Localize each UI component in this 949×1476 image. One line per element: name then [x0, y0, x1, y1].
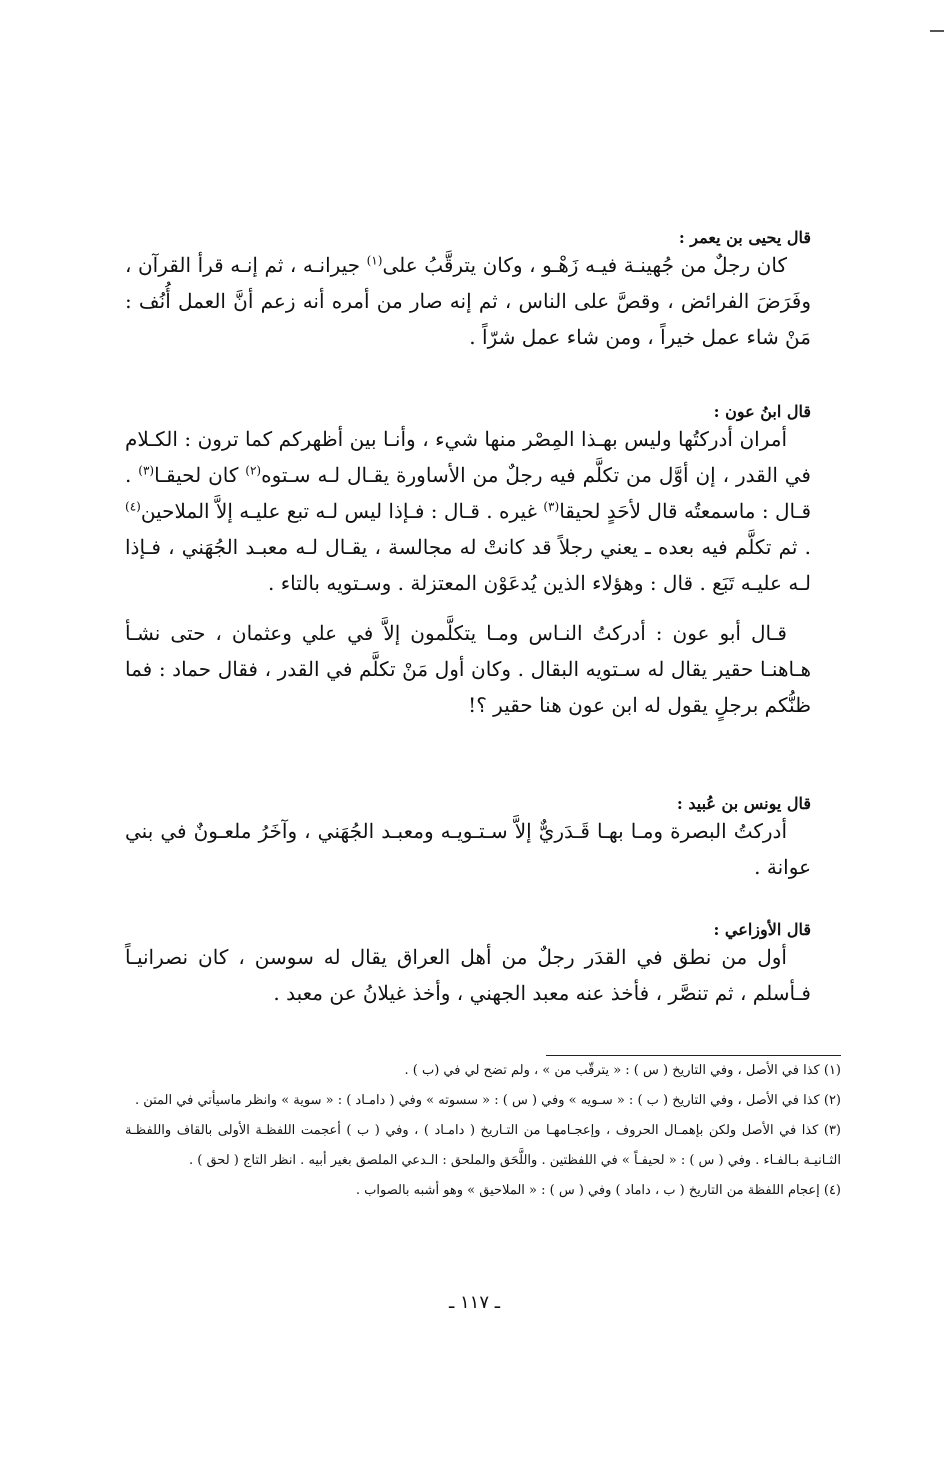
section-yunus [125, 794, 811, 885]
section-yahya [125, 228, 811, 355]
footnote: (١) كذا في الأصل ، وفي التاريخ ( س ) : « يترقّب من » ، ولم تضح لي في (ب ) . [404, 1063, 841, 1078]
footnote-ref: (٣) [138, 463, 155, 478]
footnote-ref: (٢) [245, 463, 262, 478]
footnotes [125, 1055, 841, 1206]
footnote-ref: (٣) [543, 499, 560, 514]
paragraph: قـال أبو عون : أدركتُ النـاس ومـا يتكلَّمون إلاَّ في علي وعثمان ، حتى نشـأ هـاهنـا حقير يقال له سـتويه البقال . وكان أول مَنْ تكلَّم في القدر ، فقال حماد : فما ظنُّكم برجلٍ يقول له ابن عون هنا حقير ؟! [125, 621, 811, 717]
section-heading: قال يحيى بن يعمر : [678, 228, 811, 247]
paragraph: أول من نطق في القدَر رجلٌ من أهل العراق يقال له سوسن ، كان نصرانيـاً فـأسلم ، ثم تنصَّر ، فأخذ عنه معبد الجهني ، وأخذ غيلانُ عن معبد . [125, 945, 811, 1005]
paragraph: كان رجلٌ من جُهينـة فيـه زَهْـو ، وكان يترقَّبُ على$^{(١)}$ جيرانـه ، ثم إنـه قرأ القرآن ، وفَرَضَ الفرائض ، وقصَّ على الناس ، ثم إنه صار من أمره أنه زعم أنَّ العمل أُنُف : مَنْ شاء عمل خيراً ، ومن شاء عمل شرّاً . [125, 253, 811, 349]
footnote-ref: (١) [366, 253, 383, 268]
footnote-ref: (٤) [125, 499, 141, 514]
section-heading: قال يونس بن عُبيد : [676, 794, 811, 813]
paragraph: أمران أدركتُها وليس بهـذا المِصْر منها شيء ، وأنـا بين أظهركم كما ترون : الكـلام في القدر ، إن أوَّل من تكلَّم فيه رجلٌ من الأساورة يقـال لـه سـتوه$^{(٢)}$ كان لحيقـا$^{(٣)}$ . قـال : ماسمعتُه قال لأحَدٍ لحيقا$^{(٣)}$ غيره . قـال : فـإذا ليس لـه تبع عليـه إلاَّ الملاحين$^{(٤)}$ . ثم تكلَّم فيه بعده ـ يعني رجلاً قد كانتْ له مجالسة ، يقـال لـه معبـد الجُهَني ، فـإذا لـه عليـه تَبَع . قال : وهؤلاء الذين يُدعَوْن المعتزلة . وسـتويه بالتاء . [125, 427, 811, 595]
section-ibn-aun [125, 402, 811, 723]
section-heading: قال ابنُ عون : [713, 402, 811, 421]
footnote: (٤) إعجام اللفظة من التاريخ ( ب ، داماد ) وفي ( س ) : « الملاحيق » وهو أشبه بالصواب . [355, 1183, 841, 1198]
footnote: (٢) كذا في الأصل ، وفي التاريخ ( ب ) : « سـويه » وفي ( س ) : « سسوته » وفي ( دامـاد ) : « سوية » وانظر ماسيأتي في المتن . [134, 1093, 841, 1108]
paragraph: أدركتُ البصرة ومـا بهـا قَـدَريٌّ إلاَّ سـتـويـه ومعبـد الجُهَني ، وآخَرُ ملعـونٌ في بني عوانة . [125, 819, 811, 879]
section-awzai [125, 920, 811, 1011]
page-number: ـ ١١٧ ـ [448, 1292, 500, 1313]
footnote: (٣) كذا في الأصل ولكن بإهمـال الحروف ، وإعجـامهـا من التـاريخ ( دامـاد ) ، وفي ( ب ) أعجمت اللفظـة الأولى بالقاف واللفظـة الثـانيـة بـالفـاء . وفي ( س ) : « لحيفـاً » في اللفظتين . واللَّحَق والملحق : الـدعي الملصق بغير أبيه . انظر التاج ( لحق ) . [125, 1123, 841, 1168]
section-heading: قال الأوزاعي : [713, 920, 811, 939]
scan-mark [930, 30, 944, 32]
